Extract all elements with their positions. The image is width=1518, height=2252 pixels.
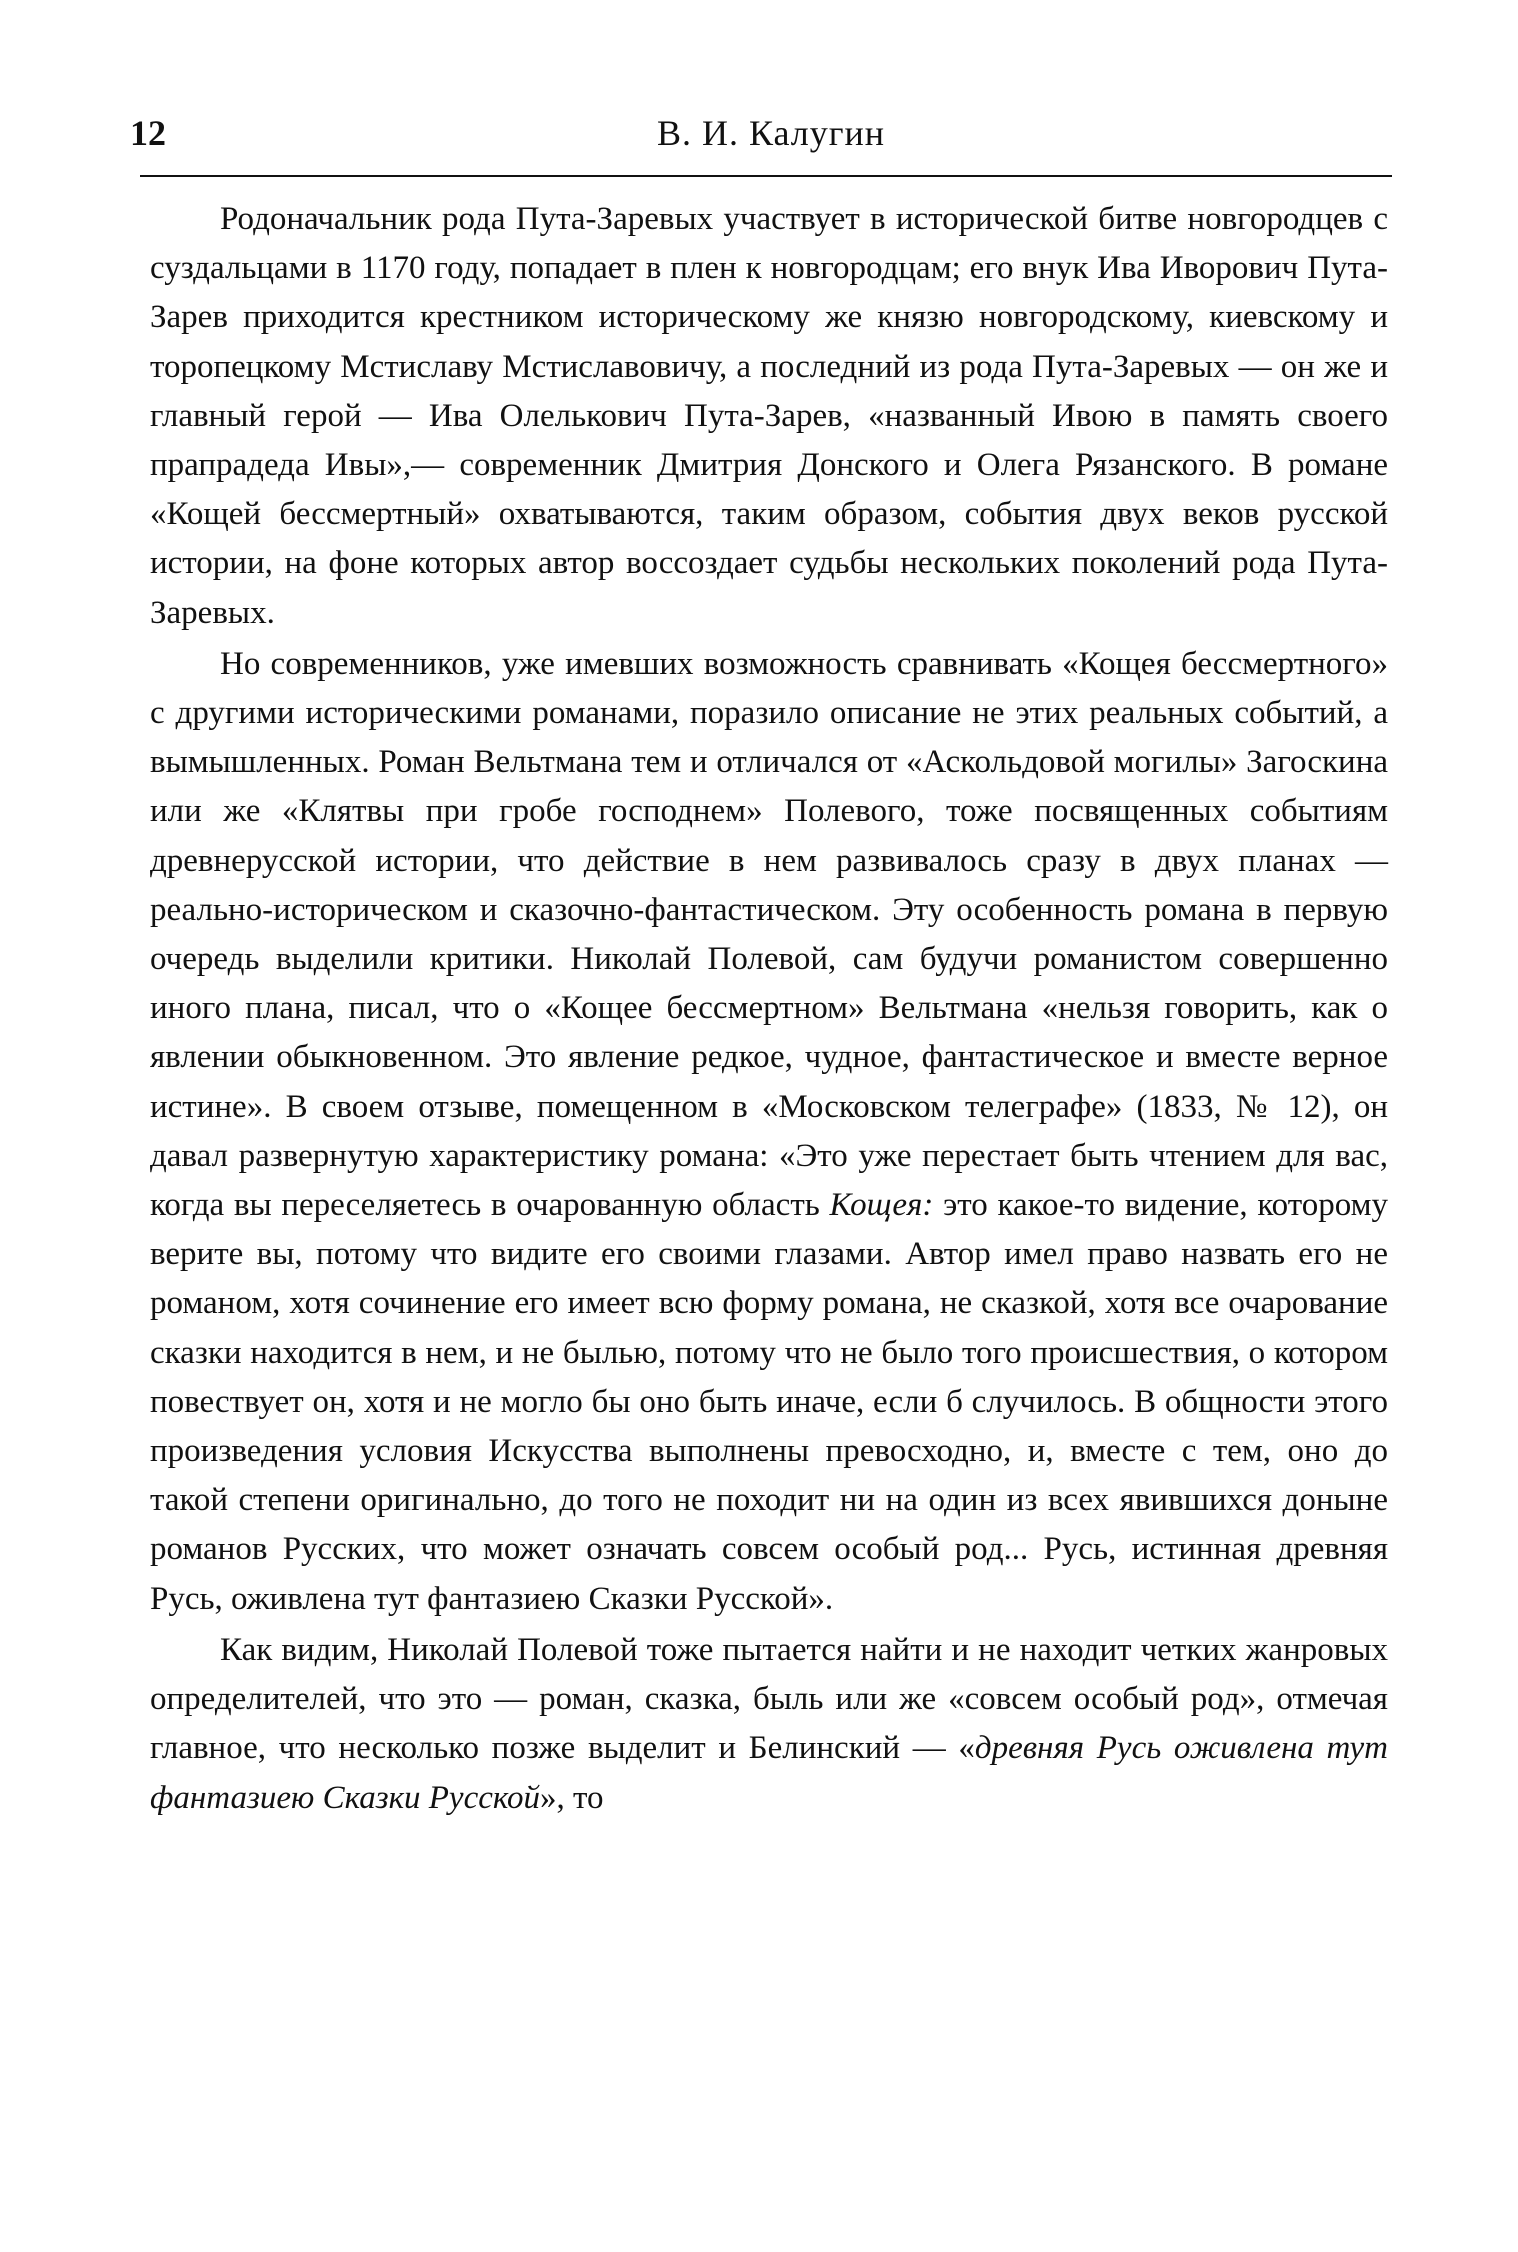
- paragraph-text: », то: [540, 1779, 604, 1816]
- italic-phrase: Кощея:: [829, 1187, 934, 1224]
- paragraph-3: [150, 1626, 1388, 1823]
- page-number: 12: [130, 113, 166, 153]
- running-title: В. И. Калугин: [656, 113, 886, 153]
- paragraph-text: Родоначальник рода Пута-Заревых участвует в исторической битве новгородцев с суздальцами в 1170 году, попадает в плен к новгородцам; его внук Ива Иворович Пута-Зарев приходится крестником историческому же князю новгородскому, киевскому и торопецкому Мстиславу Мстиславовичу, а последний из рода Пута-Заревых — он же и главный герой — Ива Олелькович Пута-Зарев, «названный Ивою в память своего прапрадеда Ивы»,— современник Дмитрия Донского и Олега Рязанского. В романе «Кощей бессмертный» охватываются, таким образом, события двух веков русской истории, на фоне которых автор воссоздает судьбы нескольких поколений рода Пута-Заревых.: [150, 201, 1388, 631]
- paragraph-text: это какое-то видение, которому верите вы, потому что видите его своими глазами. Автор имел право назвать его не романом, хотя сочинение его имеет всю форму романа, не сказкой, хотя все очарование сказки находится в нем, и не былью, потому что не было того происшествия, о котором повествует он, хотя и не могло бы оно быть иначе, если б случилось. В общности этого произведения условия Искусства выполнены превосходно, и, вместе с тем, оно до такой степени оригинально, до того не походит ни на один из всех явившихся доныне романов Русских, что может означать совсем особый род... Русь, истинная древняя Русь, оживлена тут фантазиею Сказки Русской».: [150, 1187, 1388, 1617]
- italic-quote: древняя Русь оживлена тут фантазиею Сказки Русской: [150, 1730, 1388, 1816]
- header-rule: [140, 175, 1392, 177]
- running-head: [130, 104, 1392, 164]
- body-text: [150, 195, 1388, 1825]
- paragraph-text: Как видим, Николай Полевой тоже пытается найти и не находит четких жанровых определителей, что это — роман, сказка, быль или же «совсем особый род», отмечая главное, что несколько позже выделит и Белинский — «: [150, 1631, 1388, 1767]
- paragraph-text: Но современников, уже имевших возможность сравнивать «Кощея бессмертного» с другими историческими романами, поразило описание не этих реальных событий, а вымышленных. Роман Вельтмана тем и отличался от «Аскольдовой могилы» Загоскина или же «Клятвы при гробе господнем» Полевого, тоже посвященных событиям древнерусской истории, что действие в нем развивалось сразу в двух планах — реально-историческом и сказочно-фантастическом. Эту особенность романа в первую очередь выделили критики. Николай Полевой, сам будучи романистом совершенно иного плана, писал, что о «Кощее бессмертном» Вельтмана «нельзя говорить, как о явлении обыкновенном. Это явление редкое, чудное, фантастическое и вместе верное истине». В своем отзыве, помещенном в «Московском телеграфе» (1833, № 12), он давал развернутую характеристику романа: «Это уже перестает быть чтением для вас, когда вы переселяетесь в очарованную область: [150, 645, 1388, 1224]
- paragraph-2: [150, 640, 1388, 1624]
- paragraph-1: [150, 195, 1388, 638]
